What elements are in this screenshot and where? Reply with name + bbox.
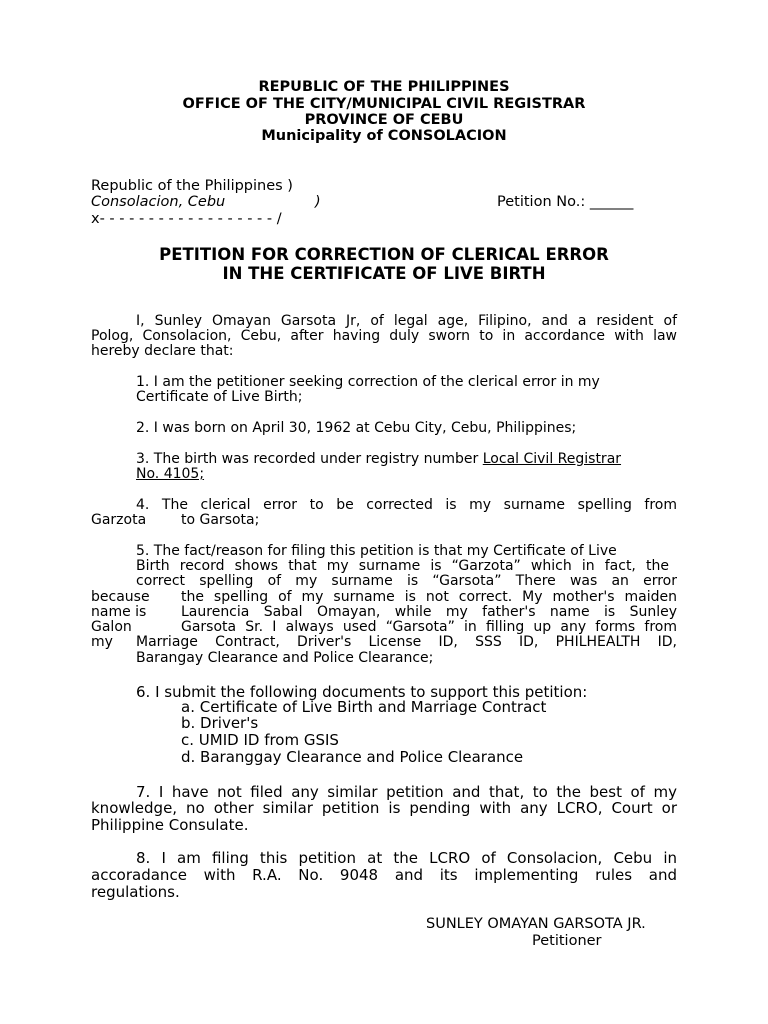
item-5-line: Garsota Sr. I always used “Garsota” in filling up any forms from bbox=[181, 619, 677, 635]
item-4-line: 4. The clerical error to be corrected is my surname spelling from bbox=[136, 497, 677, 513]
item-5-line: my bbox=[91, 634, 113, 650]
item-8-line: regulations. bbox=[91, 883, 180, 901]
header-municipality: Municipality of CONSOLACION bbox=[261, 128, 507, 144]
item-6-line: 6. I submit the following documents to support this petition: bbox=[136, 683, 588, 701]
item-4-line: Garzota bbox=[91, 512, 147, 528]
registry-number: Local Civil Registrar bbox=[482, 451, 622, 467]
caption-paren: ) bbox=[315, 194, 321, 210]
registry-number: No. 4105; bbox=[136, 466, 205, 482]
item-5-line: because bbox=[91, 589, 150, 605]
item-5-line: Barangay Clearance and Police Clearance; bbox=[136, 650, 434, 666]
document-list-item: a. Certificate of Live Birth and Marriage Contract bbox=[181, 698, 547, 716]
document-list-item: d. Baranggay Clearance and Police Clearance bbox=[181, 748, 524, 766]
item-5-line: Laurencia Sabal Omayan, while my father's name is Sunley bbox=[181, 604, 677, 620]
signatory-role: Petitioner bbox=[532, 933, 602, 949]
caption-separator: x- - - - - - - - - - - - - - - - - - / bbox=[91, 211, 282, 227]
header-office: OFFICE OF THE CITY/MUNICIPAL CIVIL REGISTRAR bbox=[182, 96, 586, 112]
item-5-line: correct spelling of my surname is “Garsota” There was an error bbox=[136, 573, 677, 589]
caption-place: Consolacion, Cebu bbox=[91, 194, 226, 210]
item-4-line: to Garsota; bbox=[181, 512, 260, 528]
item-8-line: 8. I am filing this petition at the LCRO of Consolacion, Cebu in bbox=[136, 849, 677, 867]
document-title-line2: IN THE CERTIFICATE OF LIVE BIRTH bbox=[222, 264, 546, 283]
header-republic: REPUBLIC OF THE PHILIPPINES bbox=[258, 79, 510, 95]
item-1-line: 1. I am the petitioner seeking correction of the clerical error in my bbox=[136, 374, 600, 390]
item-3-text: 3. The birth was recorded under registry number bbox=[136, 451, 483, 467]
item-5-line: Birth record shows that my surname is “Garzota” which in fact, the bbox=[136, 558, 669, 574]
item-5-line: the spelling of my surname is not correct. My mother's maiden bbox=[181, 589, 677, 605]
item-5-line: 5. The fact/reason for filing this petition is that my Certificate of Live bbox=[136, 543, 617, 559]
document-list-item: b. Driver's bbox=[181, 714, 259, 732]
intro-line: Polog, Consolacion, Cebu, after having duly sworn to in accordance with law bbox=[91, 328, 677, 344]
intro-line: I, Sunley Omayan Garsota Jr, of legal age, Filipino, and a resident of bbox=[136, 313, 677, 329]
item-5-line: Galon bbox=[91, 619, 132, 635]
item-7-line: Philippine Consulate. bbox=[91, 816, 249, 834]
document-list-item: c. UMID ID from GSIS bbox=[181, 731, 339, 749]
item-5-line: name is bbox=[91, 604, 147, 620]
item-1-line: Certificate of Live Birth; bbox=[136, 389, 303, 405]
item-5-line: Marriage Contract, Driver's License ID, SSS ID, PHILHEALTH ID, bbox=[136, 634, 677, 650]
item-7-line: knowledge, no other similar petition is pending with any LCRO, Court or bbox=[91, 799, 677, 817]
item-7-line: 7. I have not filed any similar petition and that, to the best of my bbox=[136, 783, 677, 801]
item-3-line bbox=[136, 452, 621, 467]
document-title-line1: PETITION FOR CORRECTION OF CLERICAL ERROR bbox=[159, 245, 609, 264]
signatory-name: SUNLEY OMAYAN GARSOTA JR. bbox=[426, 916, 646, 932]
header-province: PROVINCE OF CEBU bbox=[304, 112, 464, 128]
caption-republic: Republic of the Philippines ) bbox=[91, 178, 293, 194]
item-8-line: accoradance with R.A. No. 9048 and its implementing rules and bbox=[91, 866, 677, 884]
intro-line: hereby declare that: bbox=[91, 343, 234, 359]
item-2-line: 2. I was born on April 30, 1962 at Cebu City, Cebu, Philippines; bbox=[136, 420, 577, 436]
petition-number: Petition No.: ______ bbox=[497, 194, 634, 210]
